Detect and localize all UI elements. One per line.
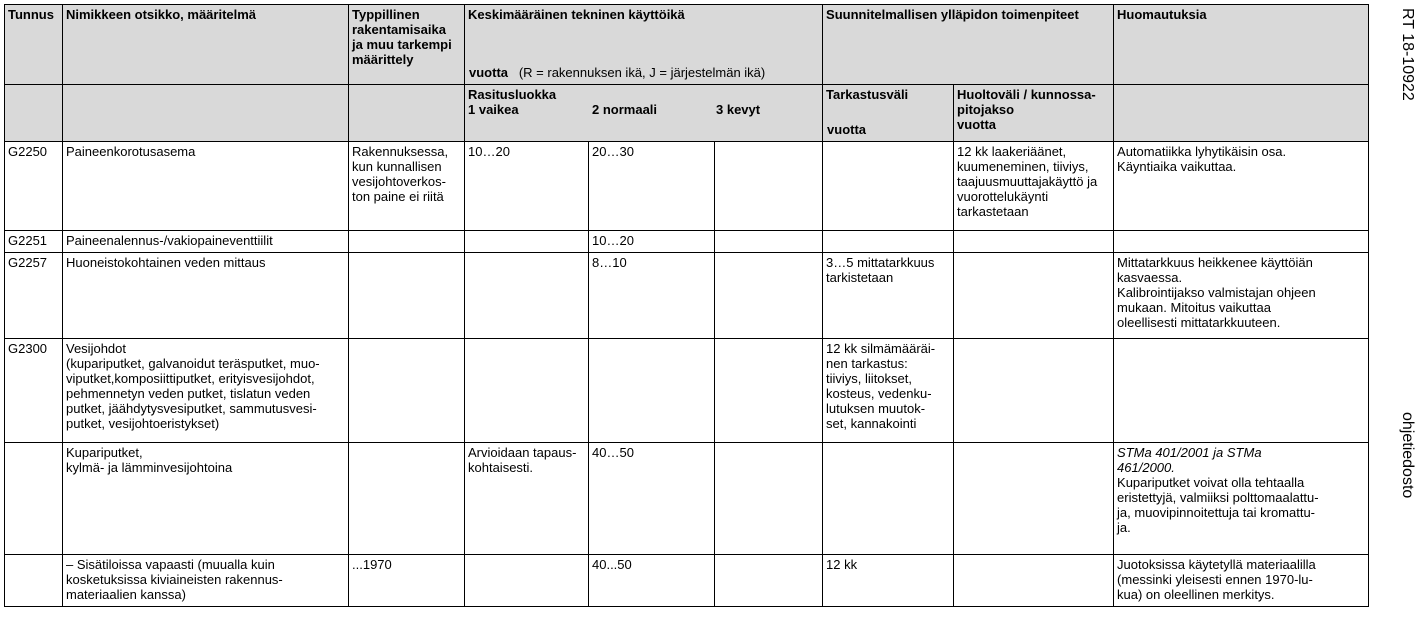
- table-row: [5, 339, 1369, 443]
- service-label: Huoltoväli / kunnossa- pitojakso: [957, 87, 1096, 117]
- row-stress-2: 20…30: [589, 142, 715, 231]
- inspection-label: Tarkastusväli: [826, 87, 909, 102]
- document-code: [1398, 8, 1416, 148]
- row-stress-3: [715, 339, 823, 443]
- row-inspection: 3…5 mittatarkkuus tarkistetaan: [823, 253, 954, 339]
- header-typical: Typpillinen rakentamisaika ja muu tarkempi määrittely: [349, 5, 465, 85]
- header-title: Nimikkeen otsikko, määritelmä: [63, 5, 349, 85]
- page-margin-line: [1378, 0, 1379, 622]
- row-notes: [1114, 231, 1369, 253]
- document-type: [1398, 412, 1416, 532]
- table-row: [5, 142, 1369, 231]
- inspection-unit: vuotta: [827, 122, 867, 137]
- row-stress-1: [465, 555, 589, 607]
- row-stress-3: [715, 253, 823, 339]
- stress-2-label: 2 normaali: [592, 102, 658, 117]
- lifetime-unit-note: (R = rakennuksen ikä, J = järjestelmän ikä): [518, 65, 766, 80]
- row-typical: Rakennuksessa, kun kunnallisen vesijohtoverkos- ton paine ei riitä: [349, 142, 465, 231]
- header-lifetime: [465, 5, 823, 85]
- row-typical: [349, 253, 465, 339]
- stress-3-label: 3 kevyt: [716, 102, 761, 117]
- row-service: [954, 253, 1114, 339]
- row-stress-2: [589, 339, 715, 443]
- row-typical: ...1970: [349, 555, 465, 607]
- row-title: Huoneistokohtainen veden mittaus: [63, 253, 349, 339]
- lifetime-unit-label: vuotta: [469, 65, 508, 80]
- service-unit: vuotta: [957, 117, 997, 132]
- row-code: G2250: [5, 142, 63, 231]
- row-stress-1: [465, 231, 589, 253]
- row-notes-reference: STMa 401/2001 ja STMa 461/2000.: [1117, 445, 1262, 475]
- row-stress-1: [465, 339, 589, 443]
- row-inspection: [823, 443, 954, 555]
- table-row: [5, 555, 1369, 607]
- row-service: [954, 231, 1114, 253]
- table-row: [5, 443, 1369, 555]
- row-code: G2300: [5, 339, 63, 443]
- document-code-text: RT 18-10922: [1399, 8, 1416, 101]
- row-inspection: 12 kk silmämääräi- nen tarkastus: tiiviys, liitokset, kosteus, vedenku- lutuksen muutok- set, kannakointi: [823, 339, 954, 443]
- row-stress-1: Arvioidaan tapaus- kohtaisesti.: [465, 443, 589, 555]
- row-title: Kupariputket, kylmä- ja lämminvesijohtoina: [63, 443, 349, 555]
- row-code: G2257: [5, 253, 63, 339]
- maintenance-table: [4, 4, 1369, 607]
- header-service: [954, 85, 1114, 142]
- row-title: Vesijohdot (kupariputket, galvanoidut teräsputket, muo- viputket,komposiittiputket, erityisvesijohdot, pehmennetyn veden putket, tislatun veden putket, jäähdytysvesiputket, sammutusvesi- putket, vesijohtoeristykset): [63, 339, 349, 443]
- row-notes-text: Kupariputket voivat olla tehtaalla eristettyjä, valmiiksi polttomaalattu- ja, muovipinnoitettuja tai kromattu- ja.: [1117, 475, 1319, 535]
- row-stress-3: [715, 231, 823, 253]
- header-inspection: [823, 85, 954, 142]
- stress-1-label: 1 vaikea: [468, 102, 519, 117]
- row-stress-3: [715, 555, 823, 607]
- row-service: [954, 339, 1114, 443]
- row-service: [954, 443, 1114, 555]
- header-notes: Huomautuksia: [1114, 5, 1369, 85]
- stress-class-label: Rasitusluokka: [468, 87, 557, 102]
- row-stress-3: [715, 443, 823, 555]
- row-title: Paineenalennus-/vakiopaineventtiilit: [63, 231, 349, 253]
- row-service: [954, 555, 1114, 607]
- row-stress-1: 10…20: [465, 142, 589, 231]
- header-lifetime-unit: [469, 65, 765, 80]
- row-typical: [349, 443, 465, 555]
- header-lifetime-title: Keskimääräinen tekninen käyttöikä: [468, 7, 685, 22]
- row-stress-2: 40...50: [589, 555, 715, 607]
- row-inspection: [823, 142, 954, 231]
- row-stress-2: 8…10: [589, 253, 715, 339]
- stress-class-columns: [468, 102, 819, 117]
- row-code: [5, 443, 63, 555]
- row-code: G2251: [5, 231, 63, 253]
- header-maintenance: Suunnitelmallisen ylläpidon toimenpiteet: [823, 5, 1114, 85]
- row-typical: [349, 339, 465, 443]
- header-stress-class: [465, 85, 823, 142]
- table-row: [5, 253, 1369, 339]
- row-inspection: [823, 231, 954, 253]
- row-inspection: 12 kk: [823, 555, 954, 607]
- row-stress-2: 40…50: [589, 443, 715, 555]
- row-notes: Automatiikka lyhytikäisin osa. Käyntiaika vaikuttaa.: [1114, 142, 1369, 231]
- header-row-1: [5, 5, 1369, 85]
- row-service: 12 kk laakeriäänet, kuumeneminen, tiiviys, taajuusmuuttajakäyttö ja vuorottelukäynti tarkastetaan: [954, 142, 1114, 231]
- row-notes: Juotoksissa käytetyllä materiaalilla (messinki yleisesti ennen 1970-lu- kua) on oleellinen merkitys.: [1114, 555, 1369, 607]
- row-notes: [1114, 339, 1369, 443]
- row-stress-1: [465, 253, 589, 339]
- row-code: [5, 555, 63, 607]
- header-code: Tunnus: [5, 5, 63, 85]
- header-row-2: [5, 85, 1369, 142]
- row-notes: Mittatarkkuus heikkenee käyttöiän kasvaessa. Kalibrointijakso valmistajan ohjeen mukaan. Mitoitus vaikuttaa oleellisesti mittatarkkuuteen.: [1114, 253, 1369, 339]
- row-stress-2: 10…20: [589, 231, 715, 253]
- table-row: [5, 231, 1369, 253]
- row-stress-3: [715, 142, 823, 231]
- row-notes: [1114, 443, 1369, 555]
- row-typical: [349, 231, 465, 253]
- row-title: Paineenkorotusasema: [63, 142, 349, 231]
- document-type-text: ohjetiedosto: [1399, 412, 1416, 499]
- row-title: – Sisätiloissa vapaasti (muualla kuin kosketuksissa kiviaineisten rakennus- materiaalien kanssa): [63, 555, 349, 607]
